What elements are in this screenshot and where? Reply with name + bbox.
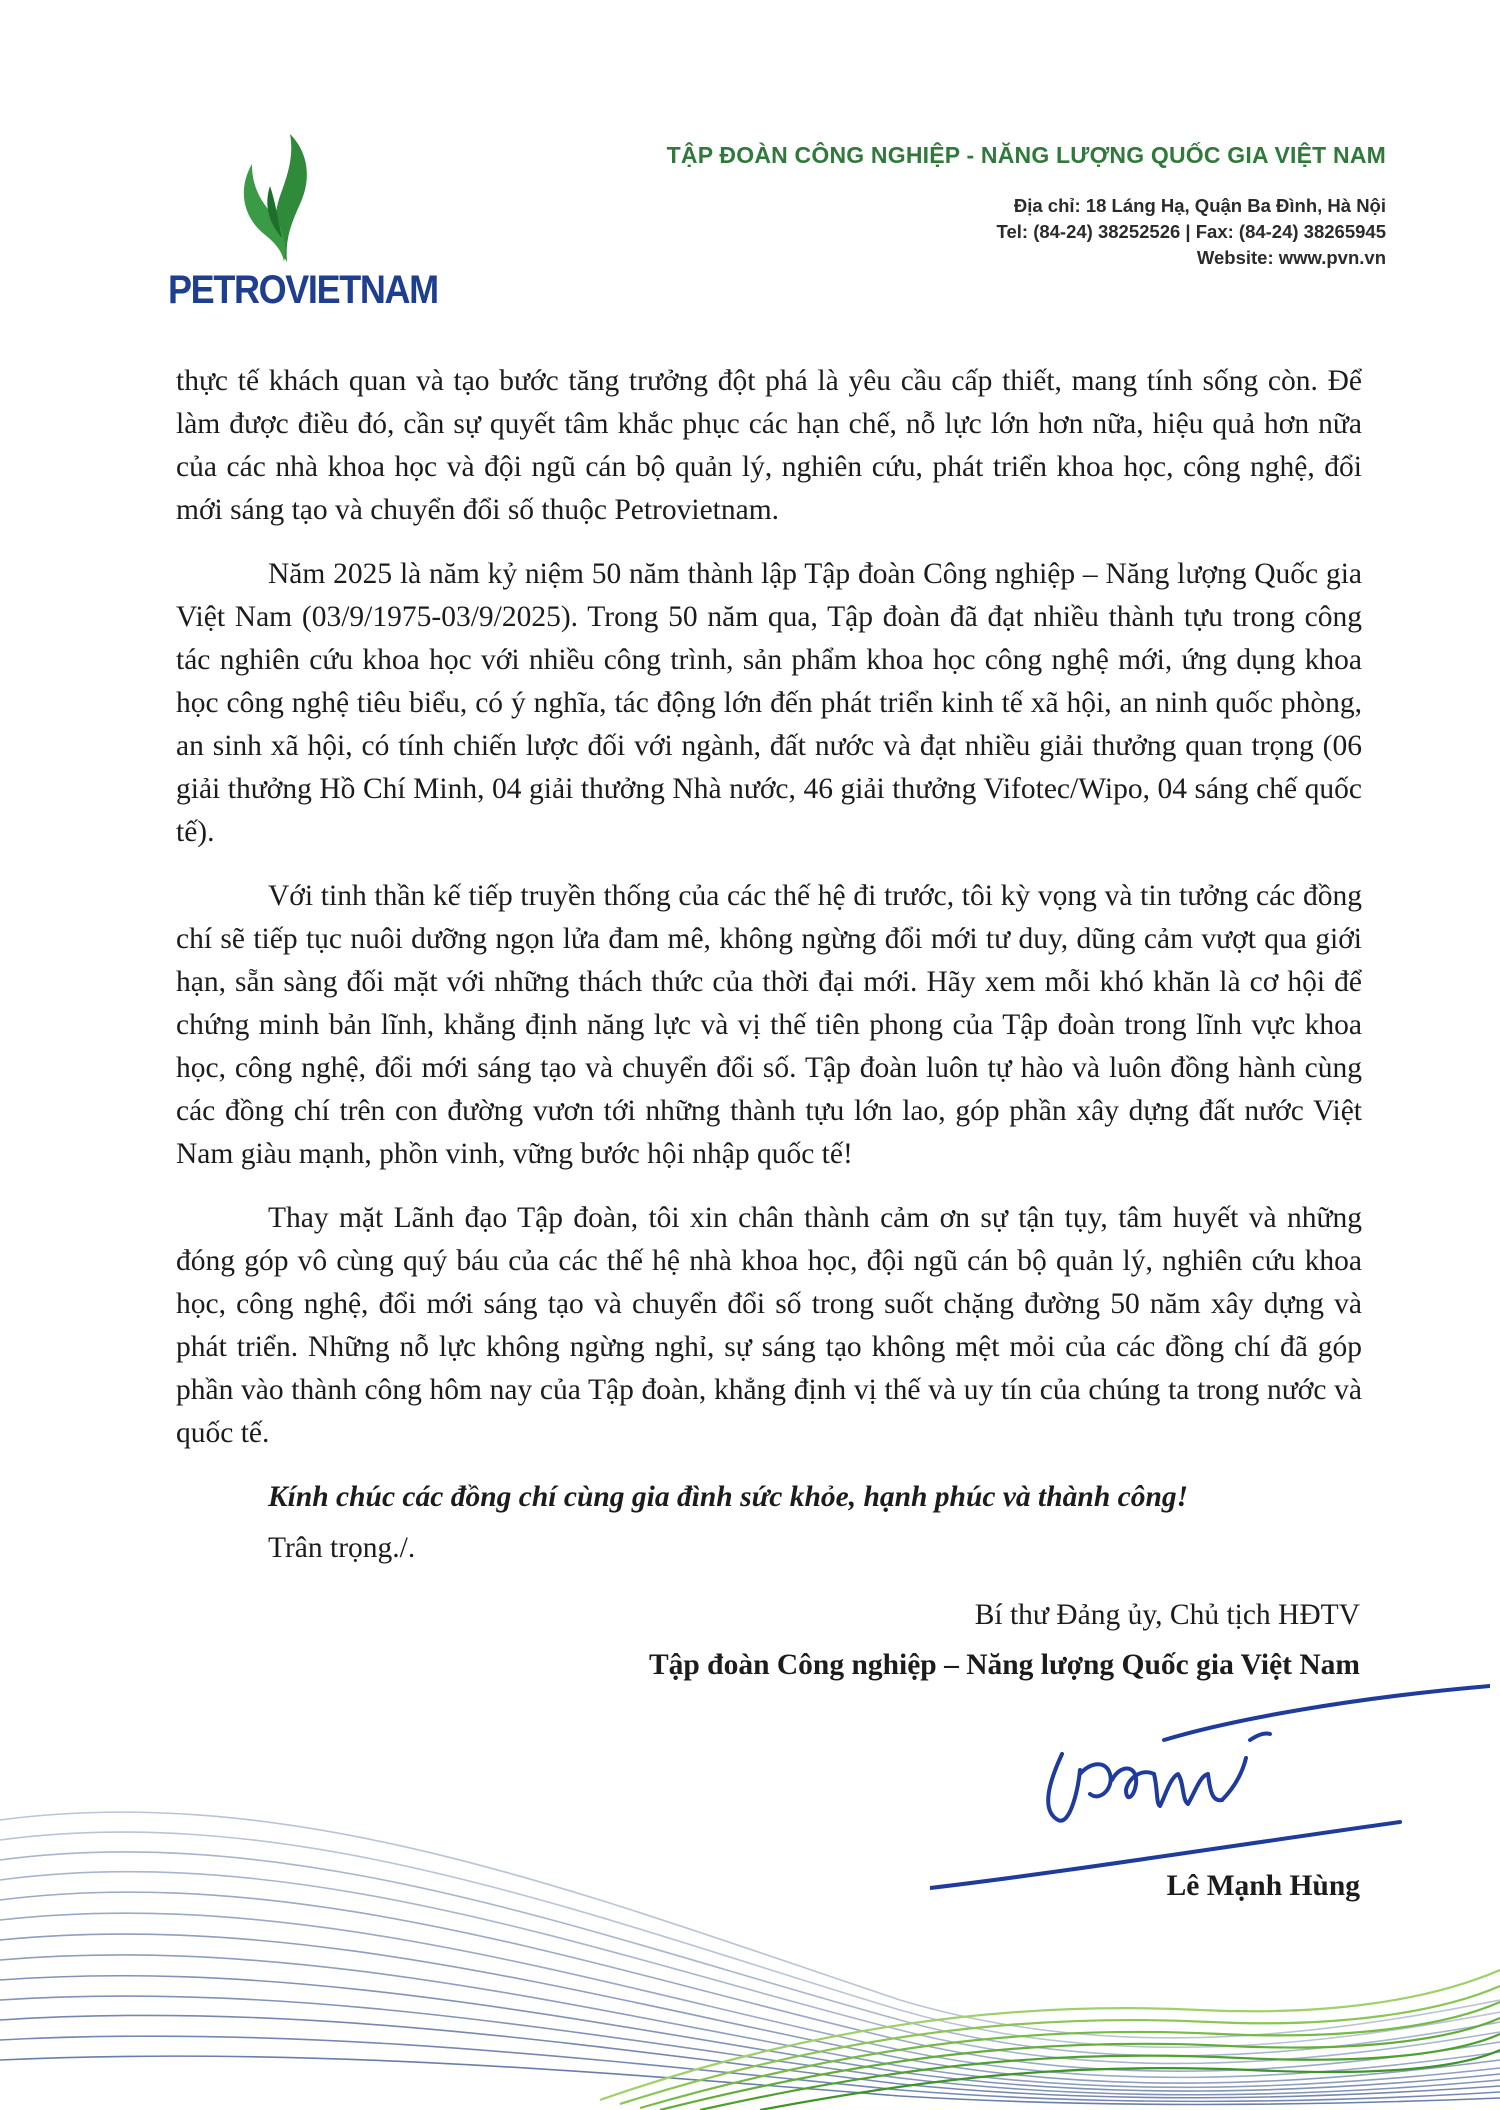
paragraph-3: Với tinh thần kế tiếp truyền thống của các thế hệ đi trước, tôi kỳ vọng và tin tưởng các đồng chí sẽ tiếp tục nuôi dưỡng ngọn lửa đam mê, không ngừng đổi mới tư duy, dũng cảm vượt qua giới hạn, sẵn sàng đối mặt với những thách thức của thời đại mới. Hãy xem mỗi khó khăn là cơ hội để chứng minh bản lĩnh, khẳng định năng lực và vị thế tiên phong của Tập đoàn trong lĩnh vực khoa học, công nghệ, đổi mới sáng tạo và chuyển đổi số. Tập đoàn luôn tự hào và luôn đồng hành cùng các đồng chí trên con đường vươn tới những thành tựu lớn lao, góp phần xây dựng đất nước Việt Nam giàu mạnh, phồn vinh, vững bước hội nhập quốc tế! xyxy=(176,880,1362,1170)
org-name: TẬP ĐOÀN CÔNG NGHIỆP - NĂNG LƯỢNG QUỐC GIA VIỆT NAM xyxy=(666,142,1386,168)
signer-name: Lê Mạnh Hùng xyxy=(1166,1870,1360,1902)
closing-regards: Trân trọng./. xyxy=(268,1532,416,1564)
signer-org: Tập đoàn Công nghiệp – Năng lượng Quốc gia Việt Nam xyxy=(648,1649,1360,1681)
signer-title: Bí thư Đảng ủy, Chủ tịch HĐTV xyxy=(974,1599,1360,1631)
letter-body xyxy=(176,360,1362,1570)
paragraph-4: Thay mặt Lãnh đạo Tập đoàn, tôi xin chân thành cảm ơn sự tận tụy, tâm huyết và những đóng góp vô cùng quý báu của các thế hệ nhà khoa học, đội ngũ cán bộ quản lý, nghiên cứu khoa học, công nghệ, đổi mới sáng tạo và chuyển đổi số trong suốt chặng đường 50 năm xây dựng và phát triển. Những nỗ lực không ngừng nghỉ, sự sáng tạo không mệt mỏi của các đồng chí đã góp phần vào thành công hôm nay của Tập đoàn, khẳng định vị thế và uy tín của chúng ta trong nước và quốc tế. xyxy=(176,1202,1362,1449)
closing-wish: Kính chúc các đồng chí cùng gia đình sức khỏe, hạnh phúc và thành công! xyxy=(268,1481,1189,1513)
paragraph-2: Năm 2025 là năm kỷ niệm 50 năm thành lập Tập đoàn Công nghiệp – Năng lượng Quốc gia Việt Nam (03/9/1975-03/9/2025). Trong 50 năm qua, Tập đoàn đã đạt nhiều thành tựu trong công tác nghiên cứu khoa học với nhiều công trình, sản phẩm khoa học công nghệ mới, ứng dụng khoa học công nghệ tiêu biểu, có ý nghĩa, tác động lớn đến phát triển kinh tế xã hội, an ninh quốc phòng, an sinh xã hội, có tính chiến lược đối với ngành, đất nước và đạt nhiều giải thưởng quan trọng (06 giải thưởng Hồ Chí Minh, 04 giải thưởng Nhà nước, 46 giải thưởng Vifotec/Wipo, 04 sáng chế quốc tế). xyxy=(176,558,1362,848)
petrovietnam-logo xyxy=(160,130,438,320)
decorative-wave-pattern xyxy=(0,1700,1500,2110)
brand-wordmark: PETROVIETNAM xyxy=(168,268,438,312)
paragraph-1: thực tế khách quan và tạo bước tăng trưởng đột phá là yêu cầu cấp thiết, mang tính sống còn. Để làm được điều đó, cần sự quyết tâm khắc phục các hạn chế, nỗ lực lớn hơn nữa, hiệu quả hơn nữa của các nhà khoa học và đội ngũ cán bộ quản lý, nghiên cứu, phát triển khoa học, công nghệ, đổi mới sáng tạo và chuyển đổi số thuộc Petrovietnam. xyxy=(176,365,1362,526)
letterhead xyxy=(667,142,1386,271)
org-address: Địa chỉ: 18 Láng Hạ, Quận Ba Đình, Hà Nội xyxy=(1013,195,1386,216)
org-contact: Tel: (84-24) 38252526 | Fax: (84-24) 38265945 xyxy=(996,221,1386,242)
org-website: Website: www.pvn.vn xyxy=(1196,247,1386,268)
sprout-logo-icon xyxy=(230,130,330,270)
